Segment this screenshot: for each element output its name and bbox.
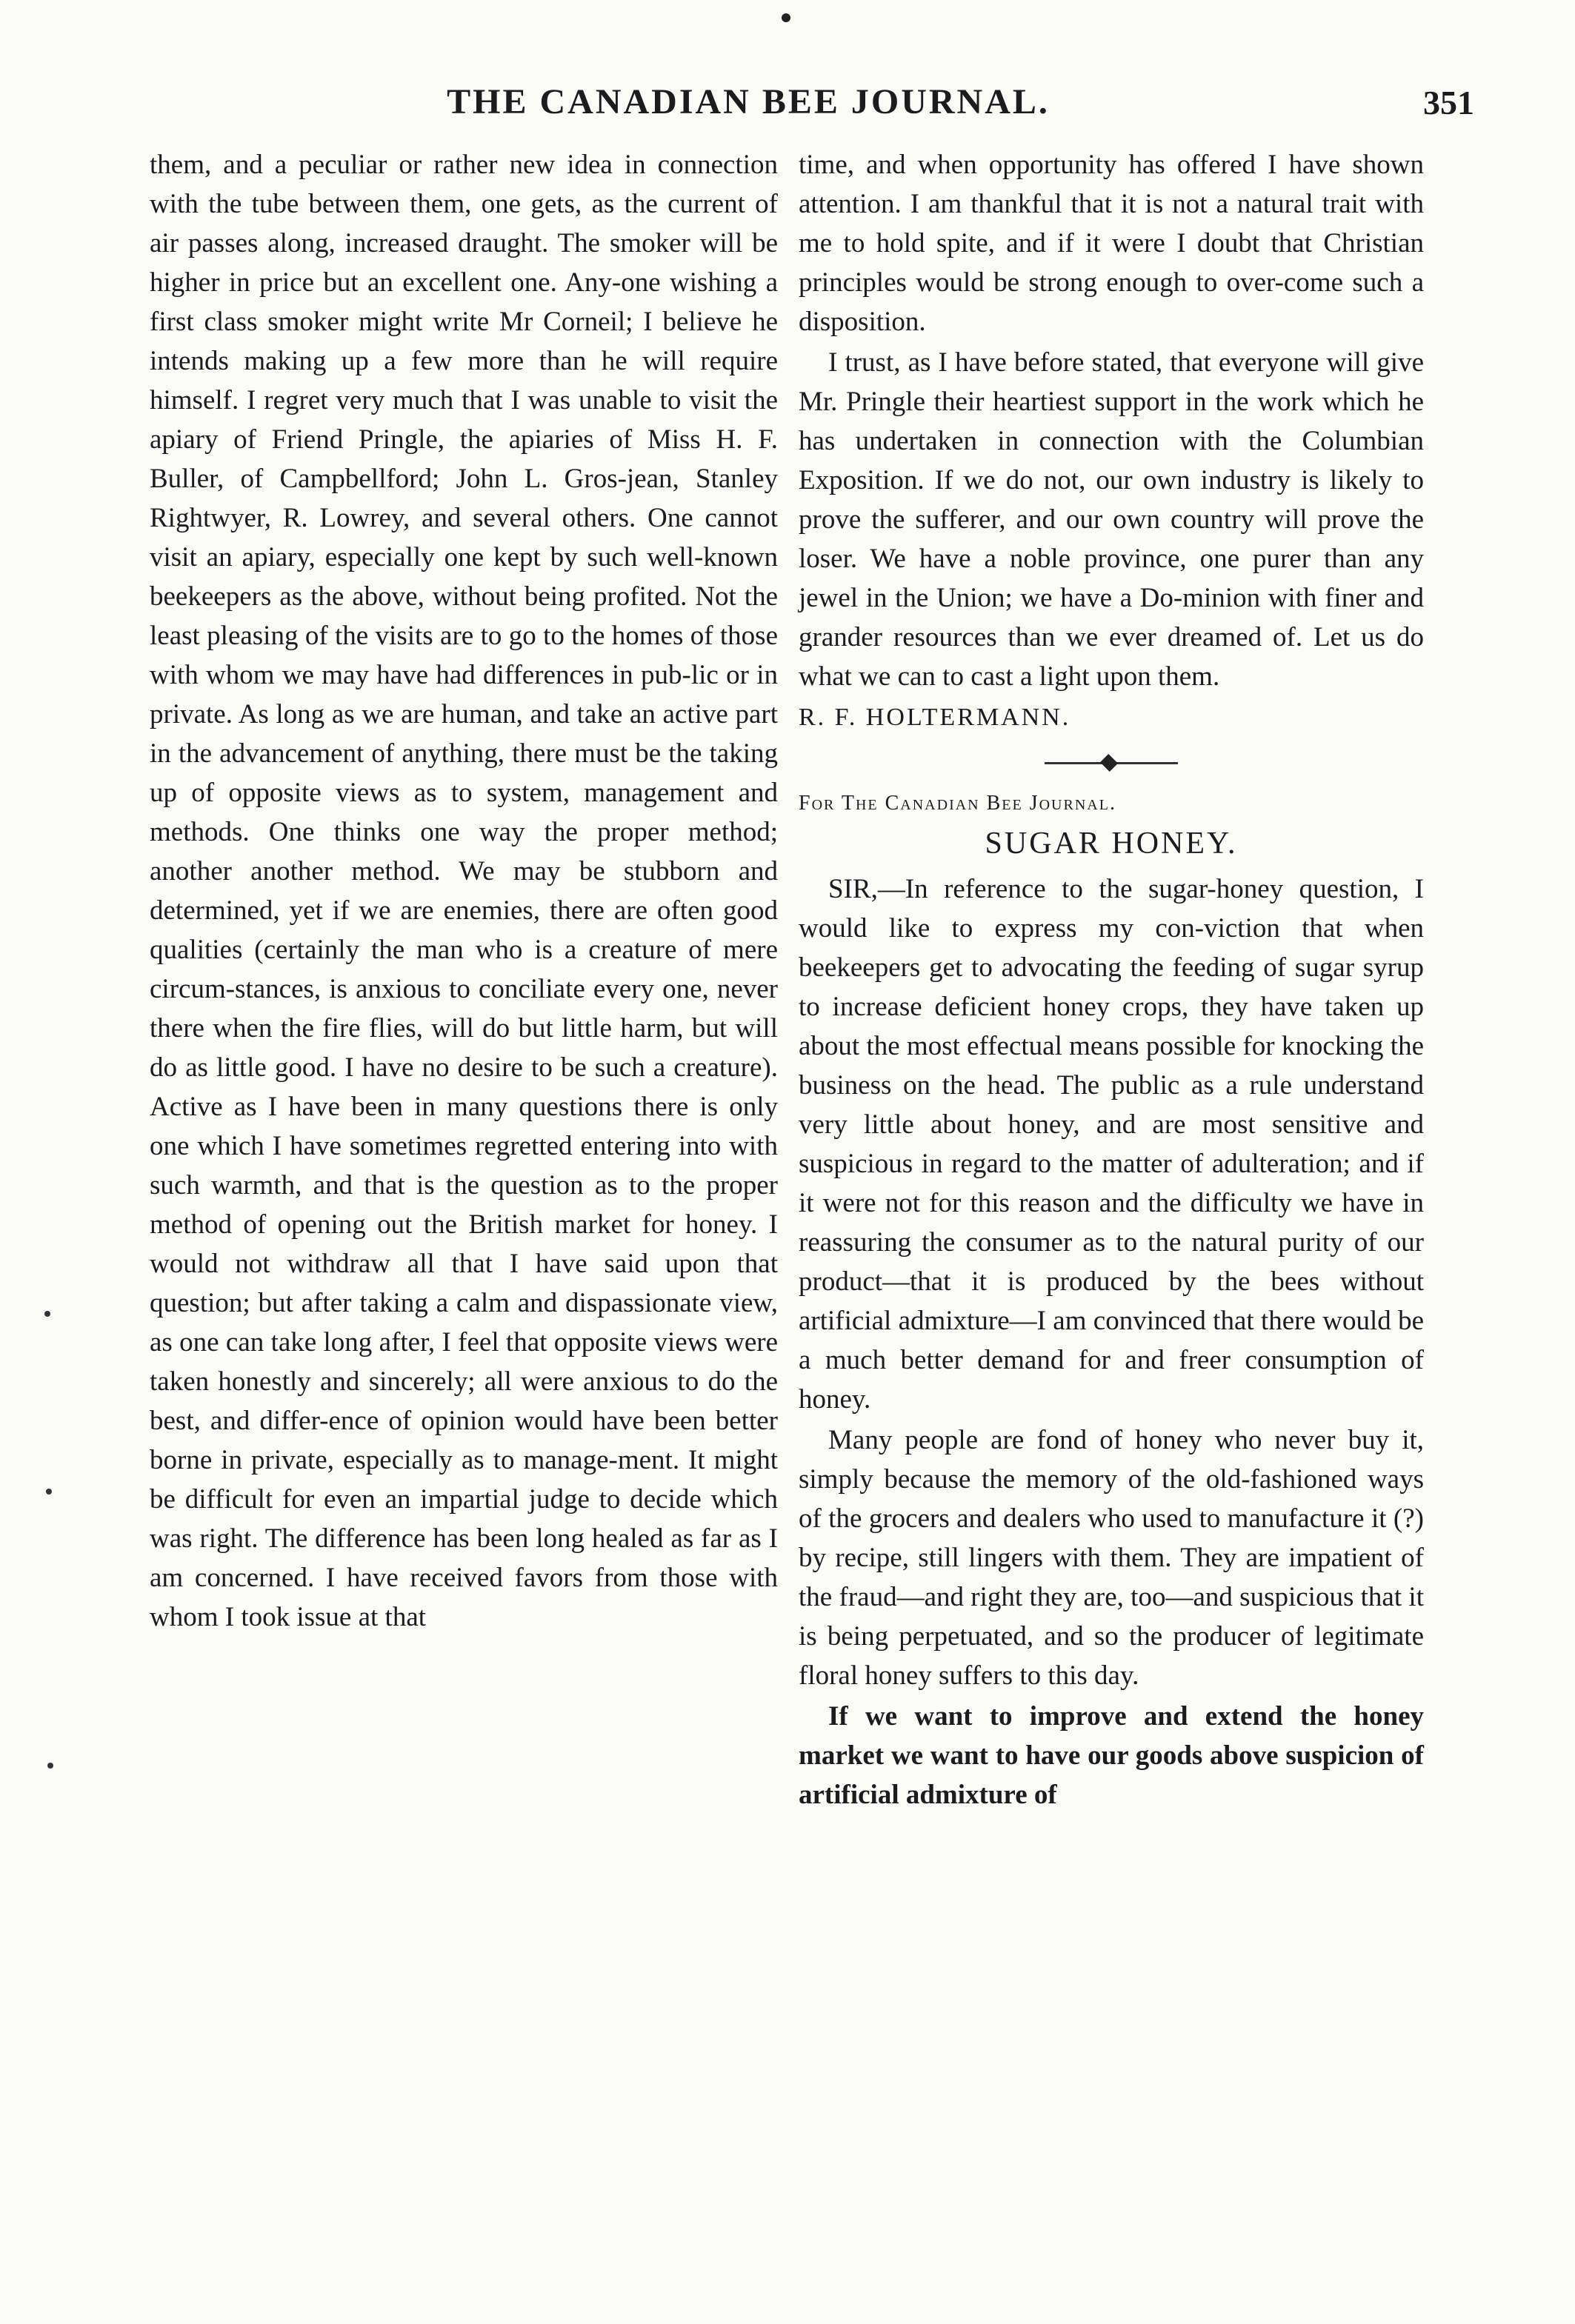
right-paragraph: time, and when opportunity has offered I have shown attention. I am thankful that it is not a natural trait with me to hold spite, and if it were I doubt that Christian principles would be strong enough to over-come such a disposition.: [799, 150, 1424, 337]
author-signature: R. F. HOLTERMANN.: [799, 704, 1071, 731]
margin-ink-dot: [44, 1311, 50, 1317]
right-paragraph: Many people are fond of honey who never buy it, simply because the memory of the old-fashioned ways of the grocers and dealers who used to manufacture it (?) by recipe, still lingers with them. They are impatient of the fraud—and right they are, too—and suspicious that it is being perpetuated, and so the producer of legitimate floral honey suffers to this day.: [799, 1425, 1424, 1691]
left-paragraph: them, and a peculiar or rather new idea in connection with the tube between them, one gets, as the current of air passes along, increased draught. The smoker will be higher in price but an excellent one. Any-one wishing a first class smoker might write Mr Corneil; I believe he intends making up a few more than he will require himself. I regret very much that I was unable to visit the apiary of Friend Pringle, the apiaries of Miss H. F. Buller, of Campbellford; John L. Gros-jean, Stanley Rightwyer, R. Lowrey, and several others. One cannot visit an apiary, especially one kept by such well-known beekeepers as the above, without being profited. Not the least pleasing of the visits are to go to the homes of those with whom we may have had differences in pub-lic or in private. As long as we are human, and take an active part in the advancement of anything, there must be the taking up of opposite views as to system, management and methods. One thinks one way the proper method; another another method. We may be stubborn and determined, yet if we are enemies, there are often good qualities (certainly the man who is a creature of mere circum-stances, is anxious to conciliate every one, never there when the fire flies, will do but little harm, but will do as little good. I have no desire to be such a creature). Active as I have been in many questions there is only one which I have sometimes regretted entering into with such warmth, and that is the question as to the proper method of opening out the British market for honey. I would not withdraw all that I have said upon that question; but after taking a calm and dispassionate view, as one can take long after, I feel that opposite views were taken honestly and sincerely; all were anxious to do the best, and differ-ence of opinion would have been better borne in private, especially as to manage-ment. It might be difficult for even an impartial judge to decide which was right. The difference has been long healed as far as I am concerned. I have received favors from those with whom I took issue at that: [150, 150, 778, 1632]
right-paragraph: SIR,—In reference to the sugar-honey question, I would like to express my con-viction that when beekeepers get to advocating the feeding of sugar syrup to increase deficient honey crops, they have taken up about the most effectual means possible for knocking the business on the head. The public as a rule understand very little about honey, and are most sensitive and suspicious in regard to the matter of adulteration; and if it were not for this reason and the difficulty we have in reassuring the consumer as to the natural purity of our product—that it is produced by the bees without artificial admixture—I am convinced that there would be a much better demand for and freer consumption of honey.: [799, 874, 1424, 1415]
margin-ink-dot: [47, 1763, 53, 1769]
attribution-line: For The Canadian Bee Journal.: [799, 792, 1116, 815]
margin-ink-dot: [46, 1489, 52, 1495]
divider-diamond-icon: [1100, 754, 1118, 772]
section-title: SUGAR HONEY.: [985, 827, 1238, 861]
right-paragraph: If we want to improve and extend the honey market we want to have our goods above suspicion of artificial admixture of: [799, 1701, 1424, 1810]
running-head: THE CANADIAN BEE JOURNAL.: [447, 82, 1050, 121]
left-column: [150, 145, 778, 1638]
top-ink-dot: [782, 13, 790, 22]
right-paragraph: I trust, as I have before stated, that everyone will give Mr. Pringle their heartiest support in the work which he has undertaken in connection with the Columbian Exposition. If we do not, our own industry is likely to prove the sufferer, and our own country will prove the loser. We have a noble province, one purer than any jewel in the Union; we have a Do-minion with finer and grander resources than we ever dreamed of. Let us do what we can to cast a light upon them.: [799, 347, 1424, 692]
right-column: [799, 145, 1424, 1816]
section-divider: [1045, 762, 1178, 764]
page-number: 351: [1423, 84, 1474, 121]
